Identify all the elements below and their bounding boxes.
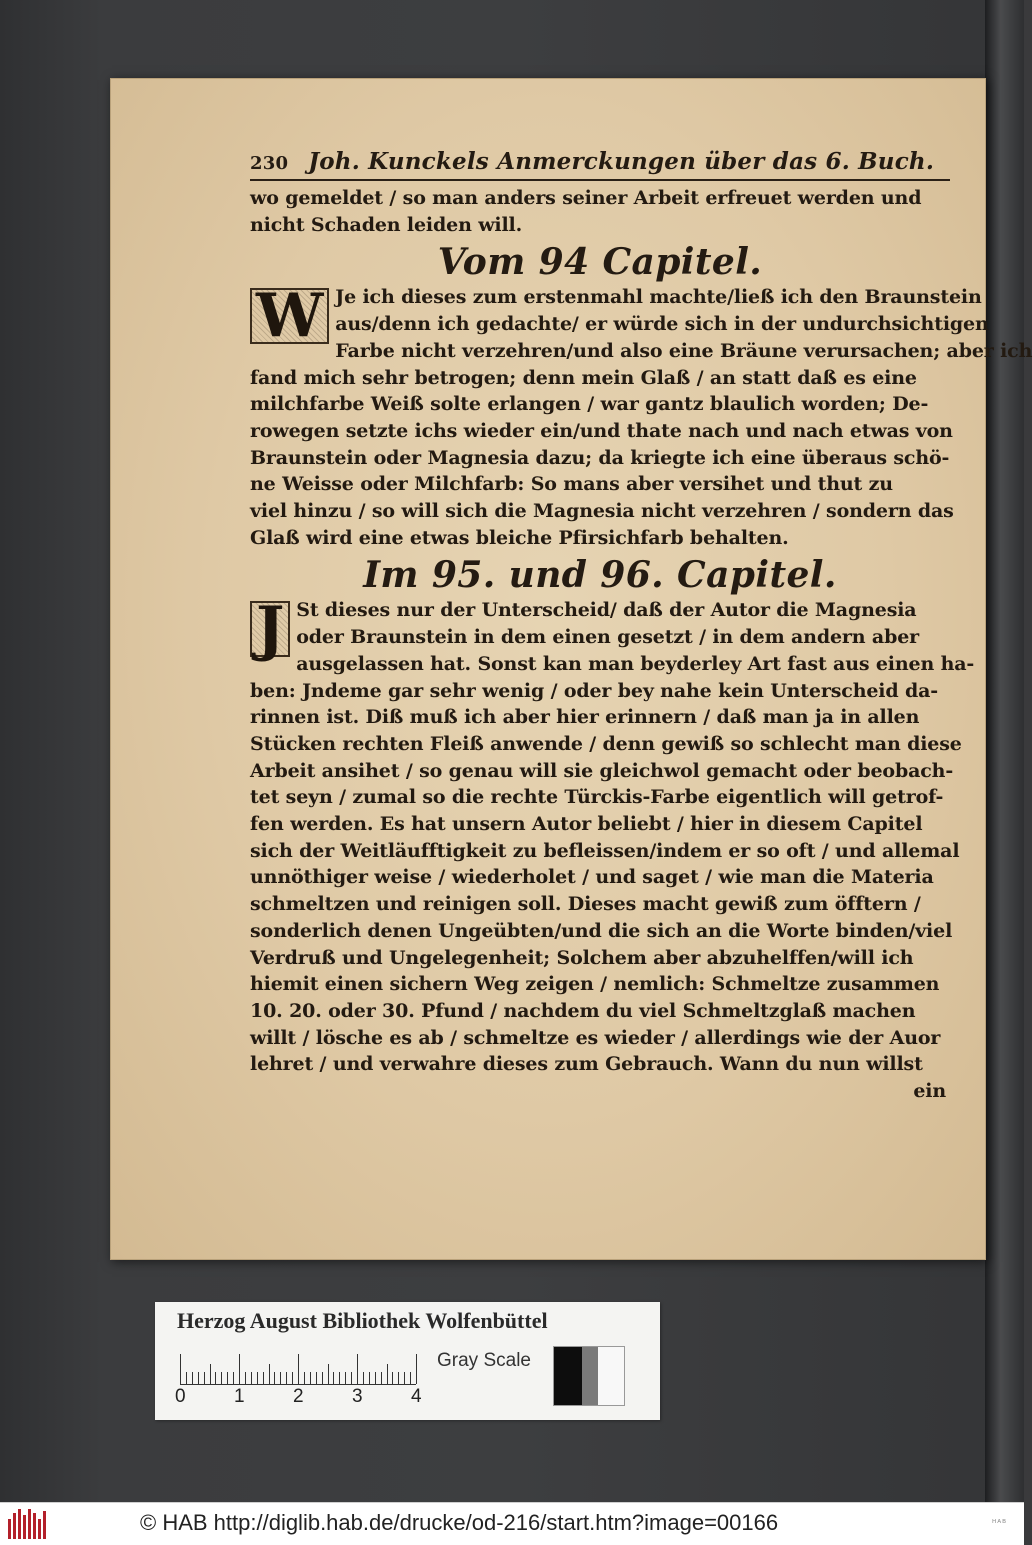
permalink-link[interactable]: © HAB http://diglib.hab.de/drucke/od-216/start.htm?image=00166 [140, 1510, 779, 1535]
ruler-tick [257, 1372, 258, 1384]
text-line: 10. 20. oder 30. Pfund / nachdem du viel Schmeltzglaß machen [250, 999, 916, 1022]
ruler-tick [369, 1372, 370, 1384]
text-line: viel hinzu / so will sich die Magnesia nicht verzehren / sondern das [250, 500, 954, 523]
text-line: rowegen setzte ichs wieder ein/und thate nach und nach etwas von [250, 419, 953, 442]
text-line: ausgelassen hat. Sonst kan man beyderley Art fast aus einen ha- [296, 652, 975, 675]
gray-scale-label: Gray Scale [437, 1350, 531, 1371]
ruler-number: 2 [293, 1386, 304, 1407]
ruler-tick [410, 1372, 411, 1384]
initial-letter: W [250, 288, 329, 344]
ruler-tick [292, 1372, 293, 1384]
text-line: fen werden. Es hat unsern Autor beliebt / hier in diesem Capitel [250, 813, 923, 836]
text-line: unnöthiger weise / wiederholet / und saget / wie man die Materia [250, 866, 934, 889]
ruler-number: 0 [175, 1386, 186, 1407]
text-line: Glaß wird eine etwas bleiche Pfirsichfarb behalten. [250, 526, 789, 549]
page-number: 230 [250, 153, 289, 174]
gray-swatch [582, 1347, 597, 1405]
book-page [110, 78, 1032, 1260]
initial-letter: J [250, 601, 290, 657]
gray-scale-swatches [553, 1346, 625, 1406]
text-line: sonderlich denen Ungeübten/und die sich an die Worte binden/viel [250, 919, 953, 942]
text-line: Arbeit ansihet / so genau will sie gleichwol gemacht oder beobach- [250, 759, 954, 782]
chapter-heading-95-96: Im 95. und 96. Capitel. [363, 554, 837, 597]
text-line: St dieses nur der Unterscheid/ daß der Autor die Magnesia [296, 599, 917, 622]
text-line: Je ich dieses zum erstenmahl machte/ließ ich den Braunstein [335, 286, 982, 309]
ruler-tick [363, 1372, 364, 1384]
ruler-tick [416, 1354, 417, 1384]
ruler-tick [286, 1372, 287, 1384]
text-line: ne Weisse oder Milchfarb: So mans aber versihet und thut zu [250, 473, 893, 496]
text-line: rinnen ist. Diß muß ich aber hier erinnern / daß man ja in allen [250, 706, 920, 729]
ruler-tick [204, 1372, 205, 1384]
library-color-card [155, 1302, 660, 1420]
ruler-tick [274, 1372, 275, 1384]
ruler-tick [339, 1372, 340, 1384]
ruler-tick [186, 1372, 187, 1384]
text-line: lehret / und verwahre dieses zum Gebrauch. Wann du nun willst [250, 1053, 923, 1076]
text-line: willt / lösche es ab / schmeltze es wieder / allerdings wie der Auor [250, 1026, 941, 1049]
text-line: nicht Schaden leiden will. [250, 213, 523, 236]
ruler-tick [180, 1354, 181, 1384]
running-head-title: Joh. Kunckels Anmerckungen über das 6. Buch. [308, 148, 935, 175]
ruler-number: 3 [352, 1386, 363, 1407]
text-line: tet seyn / zumal so die rechte Türckis-Farbe eigentlich will getrof- [250, 786, 944, 809]
book-edge [985, 0, 1024, 1502]
text-line: oder Braunstein in dem einen gesetzt / in dem andern aber [296, 626, 920, 649]
ruler-tick [245, 1372, 246, 1384]
library-name: Herzog August Bibliothek Wolfenbüttel [177, 1308, 548, 1333]
centimeter-ruler [180, 1350, 416, 1385]
section-95-96-paragraph [250, 594, 975, 1104]
ruler-tick [298, 1354, 299, 1384]
footer-bar [0, 1502, 1024, 1545]
ruler-tick [198, 1372, 199, 1384]
ruler-tick [381, 1372, 382, 1384]
ruler-tick [269, 1364, 270, 1384]
text-line: fand mich sehr betrogen; denn mein Glaß / an statt daß es eine [250, 366, 917, 389]
ruler-tick [310, 1372, 311, 1384]
opening-paragraph [250, 185, 950, 238]
running-head [250, 148, 950, 181]
ruler-tick [345, 1372, 346, 1384]
hab-logo-icon [8, 1509, 46, 1539]
ruler-tick [375, 1372, 376, 1384]
ruler-tick [328, 1364, 329, 1384]
ruler-tick [304, 1372, 305, 1384]
corner-mark: ᴴᴬᴮ [992, 1519, 1008, 1529]
text-line: Verdruß und Ungelegenheit; Solchem aber abzuhelffen/will ich [250, 946, 914, 969]
ruler-tick [316, 1372, 317, 1384]
ruler-tick [210, 1364, 211, 1384]
ruler-number: 1 [234, 1386, 245, 1407]
text-line: milchfarbe Weiß solte erlangen / war gantz blaulich worden; De- [250, 393, 929, 416]
text-line: Farbe nicht verzehren/und also eine Bräune verursachen; aber ich [335, 339, 1032, 362]
text-line: aus/denn ich gedachte/ er würde sich in der undurchsichtigen [335, 313, 989, 336]
text-line: schmeltzen und reinigen soll. Dieses macht gewiß zum öfftern / [250, 893, 921, 916]
ruler-tick [215, 1372, 216, 1384]
catchword: ein [913, 1080, 946, 1103]
text-line: ben: Jndeme gar sehr wenig / oder bey nahe kein Unterscheid da- [250, 679, 938, 702]
ruler-tick [227, 1372, 228, 1384]
ruler-tick [192, 1372, 193, 1384]
text-line: sich der Weitläufftigkeit zu befleissen/indem er so oft / und allemal [250, 839, 960, 862]
ruler-tick [221, 1372, 222, 1384]
text-line: Stücken rechten Fleiß anwende / denn gewiß so schlecht man diese [250, 732, 962, 755]
ruler-tick [239, 1354, 240, 1384]
ruler-tick [251, 1372, 252, 1384]
ruler-tick [263, 1372, 264, 1384]
ruler-tick [351, 1372, 352, 1384]
ruler-tick [392, 1372, 393, 1384]
section-94-paragraph [250, 281, 1032, 551]
ruler-tick [398, 1372, 399, 1384]
ruler-tick [280, 1372, 281, 1384]
ruler-tick [357, 1354, 358, 1384]
ruler-tick [404, 1372, 405, 1384]
text-line: hiemit einen sichern Weg zeigen / nemlich: Schmeltze zusammen [250, 973, 940, 996]
white-swatch [598, 1347, 624, 1405]
ruler-tick [233, 1372, 234, 1384]
ruler-tick [333, 1372, 334, 1384]
ruler-tick [387, 1364, 388, 1384]
text-line: wo gemeldet / so man anders seiner Arbeit erfreuet werden und [250, 187, 922, 209]
ruler-tick [322, 1372, 323, 1384]
black-swatch [554, 1347, 582, 1405]
ruler-number: 4 [411, 1386, 422, 1407]
text-line: Braunstein oder Magnesia dazu; da kriegte ich eine überaus schö- [250, 446, 950, 469]
page-content [250, 148, 1032, 1105]
chapter-heading-94: Vom 94 Capitel. [437, 241, 763, 284]
